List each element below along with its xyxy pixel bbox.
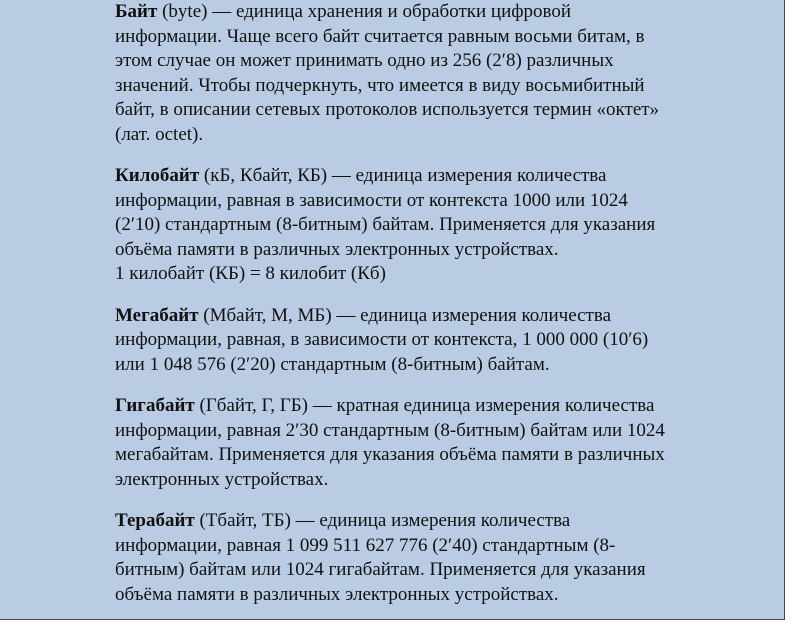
text-line: электронных устройствах. xyxy=(115,468,329,490)
text-line: информации, равная в зависимости от контекста 1000 или 1024 xyxy=(115,189,628,211)
term-kilobyte: Килобайт xyxy=(115,165,200,186)
paragraph-kilobyte xyxy=(115,164,735,287)
text-line: 1 килобайт (КБ) = 8 килобит (Кб) xyxy=(115,263,386,284)
definition-text: (byte) — единица хранения и обработки цифровой xyxy=(157,1,572,22)
definition-text: (кБ, Кбайт, КБ) — единица измерения количества xyxy=(199,165,607,186)
text-line: этом случае он может принимать одно из 256 (2′8) различных xyxy=(115,50,614,71)
text-line: объёма памяти в различных электронных устройствах. xyxy=(115,238,559,260)
text-line xyxy=(115,164,735,189)
text-line: информации, равная 1 099 511 627 776 (2′40) стандартным (8- xyxy=(115,534,616,556)
text-line: битным) байтам или 1024 гигабайтам. Применяется для указания xyxy=(115,559,646,580)
text-line: информации, равная 2′30 стандартным (8-битным) байтам или 1024 xyxy=(115,419,665,441)
definition-text: (Мбайт, М, МБ) — единица измерения количества xyxy=(198,304,612,326)
term-gigabyte: Гигабайт xyxy=(115,395,195,416)
text-line: объёма памяти в различных электронных устройствах. xyxy=(115,583,559,605)
text-line: информации, равная, в зависимости от контекста, 1 000 000 (10′6) xyxy=(115,329,649,350)
definitions-text xyxy=(115,0,735,607)
text-line: (2′10) стандартным (8-битным) байтам. Применяется для указания xyxy=(115,214,656,235)
text-line xyxy=(115,509,735,534)
text-line: информации. Чаще всего байт считается равным восьми битам, в xyxy=(115,25,645,47)
text-line: мегабайтам. Применяется для указания объёма памяти в различных xyxy=(115,444,665,465)
term-terabyte: Терабайт xyxy=(115,510,195,531)
text-line: или 1 048 576 (2′20) стандартным (8-битным) байтам. xyxy=(115,353,550,375)
text-line xyxy=(115,394,735,419)
term-byte: Байт xyxy=(115,1,158,22)
definition-text: (Тбайт, ТБ) — единица измерения количества xyxy=(194,510,571,531)
definition-text: (Гбайт, Г, ГБ) — кратная единица измерения количества xyxy=(194,395,655,416)
text-line xyxy=(115,304,735,329)
paragraph-terabyte xyxy=(115,509,735,607)
text-line: байт, в описании сетевых протоколов используется термин «октет» xyxy=(115,99,660,120)
paragraph-gigabyte xyxy=(115,394,735,492)
text-line: (лат. octet). xyxy=(115,123,204,145)
paragraph-megabyte xyxy=(115,304,735,378)
paragraph-byte xyxy=(115,0,735,147)
text-line xyxy=(115,0,735,25)
term-megabyte: Мегабайт xyxy=(115,304,199,326)
text-line: значений. Чтобы подчеркнуть, что имеется в виду восьмибитный xyxy=(115,74,645,96)
